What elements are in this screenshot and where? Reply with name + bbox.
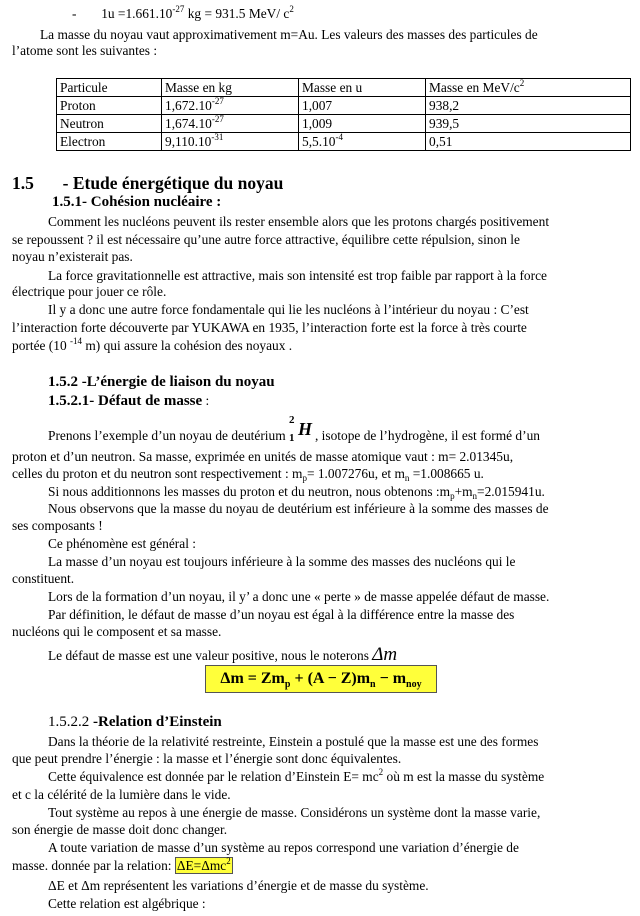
section-1-5-2-heading: 1.5.2 -L’énergie de liaison du noyau [48, 374, 275, 390]
s1522-p1-l2: que peut prendre l’énergie : la masse et l’énergie sont donc équivalentes. [12, 751, 402, 766]
s151-p1-l2: se repoussent ? il est nécessaire qu’une autre force attractive, équilibre cette répulsion, sinon le [12, 232, 520, 247]
s1522-p5: ΔE et Δm représentent les variations d’énergie et de masse du système. [48, 878, 429, 893]
cell-kg: $1,674.10^{-27}$ [162, 115, 299, 133]
s151-p3-l1: Il y a donc une autre force fondamentale qui lie les nucléons à l’intérieur du noyau : C’est [48, 302, 529, 317]
section-number: 1.5 [12, 173, 34, 193]
s152-p7-l1: Par définition, le défaut de masse d’un noyau est égal à la différence entre la masse des [48, 607, 515, 622]
s1522-p4-l2: masse. donnée par la relation: ΔE=Δmc$^2$ [12, 856, 231, 873]
section-1-5-2-1-heading: 1.5.2.1- Défaut de masse : [48, 393, 210, 409]
intro-line-1: La masse du noyau vaut approximativement m=Au. Les valeurs des masses des particules de [40, 27, 538, 42]
table-row [57, 133, 631, 151]
s152-p3-l1: Nous observons que la masse du noyau de deutérium est inférieure à la somme des masses de [48, 501, 549, 516]
header-mass-u: Masse en u [299, 79, 426, 97]
s152-p1-l3: celles du proton et du neutron sont respectivement : $m_p= 1.007276u$, et $m_n =1.008665$ u. [12, 466, 484, 483]
intro-line-2: l’atome sont les suivantes : [12, 43, 158, 58]
s1522-p6: Cette relation est algébrique : [48, 896, 206, 911]
s152-p4: Ce phénomène est général : [48, 536, 196, 551]
table-header-row [57, 79, 631, 97]
s1522-p3-l2: son énergie de masse doit donc changer. [12, 822, 228, 837]
bullet: - [72, 6, 77, 21]
deuterium-symbol: 2 1 H [288, 414, 312, 444]
cell-mev: 0,51 [426, 133, 631, 151]
unit-prefix: 1u =1.661.10 [101, 6, 173, 21]
s152-p2: Si nous additionnons les masses du proton et du neutron, nous obtenons $:m_p+m_n=2.015941u$. [48, 484, 545, 501]
s152-p1-l2: proton et d’un neutron. Sa masse, exprimée en unités de masse atomique vaut : m= 2.01345u, [12, 449, 514, 464]
cell-particle: Neutron [57, 115, 162, 133]
unit-exp2: 2 [289, 4, 294, 14]
cell-particle: Proton [57, 97, 162, 115]
unit-definition-line [72, 6, 294, 22]
s151-p2-l1: La force gravitationnelle est attractive, mais son intensité est trop faible par rapport à la force [48, 268, 547, 283]
cell-mev: 938,2 [426, 97, 631, 115]
cell-mev: 939,5 [426, 115, 631, 133]
s151-p2-l2: électrique pour jouer ce rôle. [12, 284, 167, 299]
s152-p5-l1: La masse d’un noyau est toujours inférieure à la somme des masses des nucléons qui le [48, 554, 516, 569]
s1522-p1-l1: Dans la théorie de la relativité restreinte, Einstein a postulé que la masse est une des formes [48, 734, 539, 749]
unit-exp: -27 [172, 4, 185, 14]
s152-p6: Lors de la formation d’un noyau, il y’ a donc une « perte » de masse appelée défaut de masse. [48, 589, 550, 604]
s152-p8: Le défaut de masse est une valeur positive, nous le noterons Δm [48, 644, 398, 665]
header-mass-kg: Masse en kg [162, 79, 299, 97]
s151-p3-l3: portée (10 $^{-14}$ m) qui assure la cohésion des noyaux . [12, 336, 293, 353]
particle-mass-table [56, 78, 631, 151]
table-row [57, 97, 631, 115]
s152-p7-l2: nucléons qui le composent et sa masse. [12, 624, 222, 639]
header-mass-mev: Masse en MeV/$c^2$ [426, 79, 631, 97]
s1522-p2-l1: Cette équivalence est donnée par le relation d’Einstein $E= mc^2$ où m est la masse du système [48, 767, 545, 784]
s152-p3-l2: ses composants ! [12, 518, 103, 533]
cell-kg: $1,672.10^{-27}$ [162, 97, 299, 115]
section-1-5-1-heading: 1.5.1- Cohésion nucléaire : [52, 194, 222, 210]
section-1-5-heading [12, 173, 283, 194]
cell-u: 1,007 [299, 97, 426, 115]
cell-kg: $9,110.10^{-31}$ [162, 133, 299, 151]
s152-p1-l1: Prenons l’exemple d’un noyau de deutérium 2 1 H , isotope de l’hydrogène, il est formé d’un [48, 414, 540, 444]
s152-p5-l2: constituent. [12, 571, 75, 586]
s151-p1-l3: noyau n’existerait pas. [12, 249, 133, 264]
delta-m-symbol: Δm [372, 644, 398, 665]
mass-defect-formula: $\Delta m = Zm_p + (A - Z)m_n - m_{noy}$ [205, 665, 437, 693]
cell-particle: Electron [57, 133, 162, 151]
s1522-p4-l1: A toute variation de masse d’un système au repos correspond une variation d’énergie de [48, 840, 519, 855]
einstein-equation-highlight: ΔE=Δmc$^2$ [176, 856, 231, 873]
header-particle: Particule [57, 79, 162, 97]
cell-u: 1,009 [299, 115, 426, 133]
section-title: - Etude énergétique du noyau [62, 173, 284, 193]
table-row [57, 115, 631, 133]
s1522-p2-l2: et c la célérité de la lumière dans le vide. [12, 787, 231, 802]
unit-mid: kg = 931.5 MeV/ c [184, 6, 290, 21]
s1522-p3-l1: Tout système au repos à une énergie de masse. Considérons un système dont la masse varie, [48, 805, 541, 820]
cell-u: $5,5.10^{-4}$ [299, 133, 426, 151]
s151-p3-l2: l’interaction forte découverte par YUKAWA en 1935, l’interaction forte est la force à très courte [12, 320, 527, 335]
section-1-5-2-2-heading: 1.5.2.2 -Relation d’Einstein [48, 714, 222, 730]
s151-p1-l1: Comment les nucléons peuvent ils rester ensemble alors que les protons chargés positivement [48, 214, 550, 229]
